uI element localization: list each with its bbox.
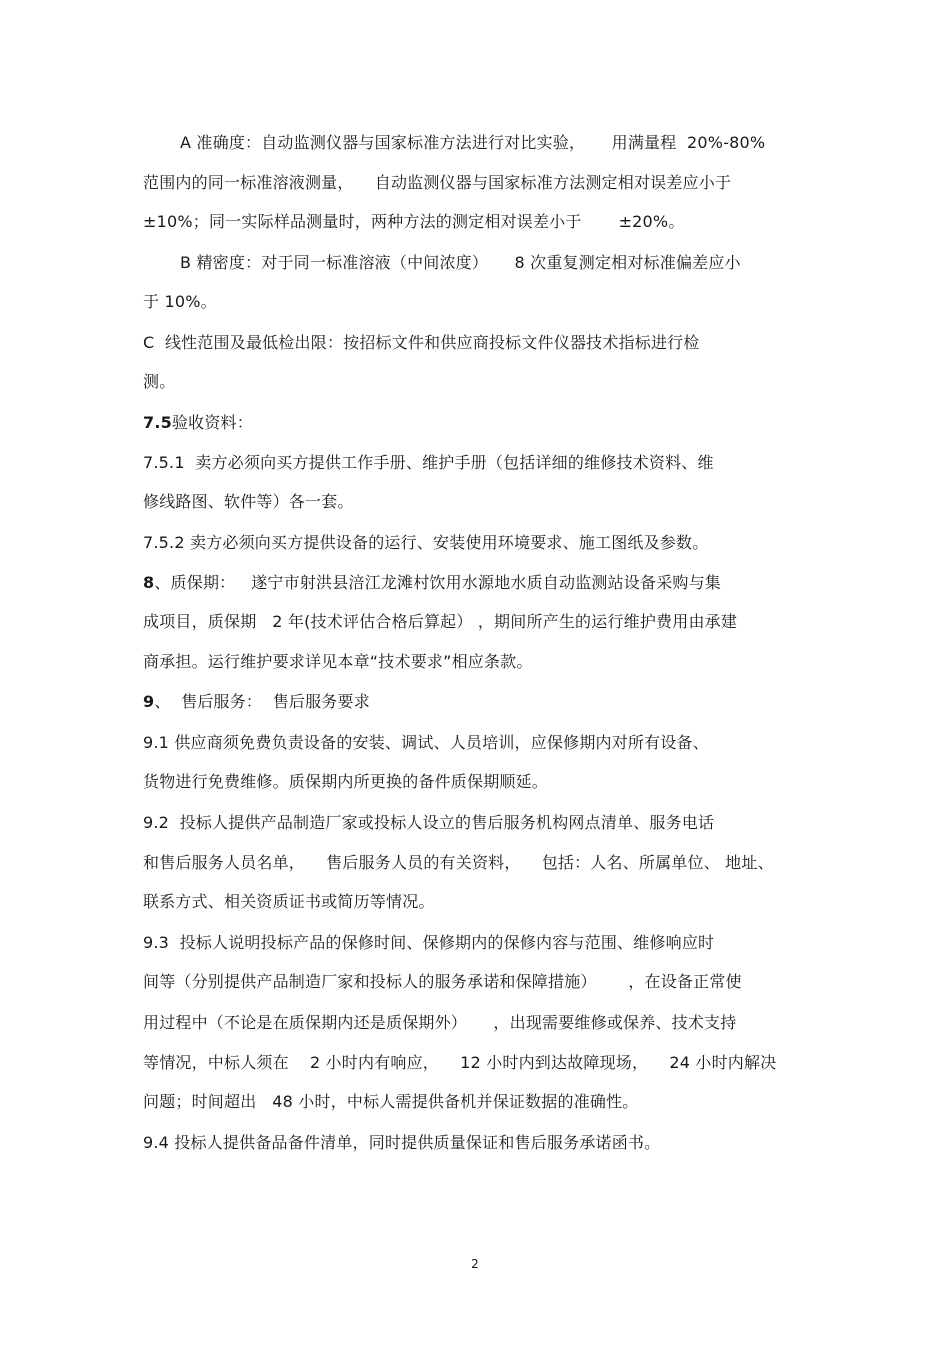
text-line-9-2-c: 联系方式、相关资质证书或简历等情况。 [143, 892, 435, 911]
text-line-linearity-2: 测。 [143, 372, 176, 391]
after-sales-label: 、 售后服务： 售后服务要求 [154, 692, 370, 711]
text-line-precision-2: 于 10%。 [143, 292, 217, 311]
text-line-9-2-b: 和售后服务人员名单， 售后服务人员的有关资料， 包括：人名、所属单位、 地址、 [143, 853, 774, 872]
heading-acceptance-materials [143, 413, 253, 433]
page-number: 2 [471, 1257, 479, 1271]
text-line-linearity-1: C 线性范围及最低检出限：按招标文件和供应商投标文件仪器技术指标进行检 [143, 333, 700, 352]
text-line-warranty-3: 商承担。运行维护要求详见本章“技术要求”相应条款。 [143, 652, 533, 671]
text-line-precision-1: B 精密度：对于同一标准溶液（中间浓度） 8 次重复测定相对标准偏差应小 [180, 253, 741, 272]
heading-warranty [143, 573, 721, 593]
text-line-9-3-e: 问题；时间超出 48 小时，中标人需提供备机并保证数据的准确性。 [143, 1092, 639, 1111]
text-line-accuracy-1: A 准确度：自动监测仪器与国家标准方法进行对比实验， 用满量程 20%-80% [180, 133, 766, 152]
section-number-7-5: 7.5 [143, 413, 172, 432]
text-line-7-5-1-a: 7.5.1 卖方必须向买方提供工作手册、维护手册（包括详细的维修技术资料、维 [143, 453, 714, 472]
text-line-9-3-a: 9.3 投标人说明投标产品的保修时间、保修期内的保修内容与范围、维修响应时 [143, 933, 715, 952]
heading-acceptance-label: 验收资料： [171, 413, 253, 432]
text-line-warranty-2: 成项目，质保期 2 年(技术评估合格后算起） ，期间所产生的运行维护费用由承建 [143, 612, 738, 631]
text-line-9-2-a: 9.2 投标人提供产品制造厂家或投标人设立的售后服务机构网点清单、服务电话 [143, 813, 715, 832]
warranty-line-1: 、质保期： 遂宁市射洪县涪江龙滩村饮用水源地水质自动监测站设备采购与集 [154, 573, 722, 592]
text-line-9-1-a: 9.1 供应商须免费负责设备的安装、调试、人员培训，应保修期内对所有设备、 [143, 733, 709, 752]
text-line-9-3-d: 等情况，中标人须在 2 小时内有响应， 12 小时内到达故障现场， 24 小时内解决 [143, 1053, 777, 1072]
text-line-9-3-b: 间等（分别提供产品制造厂家和投标人的服务承诺和保障措施） ，在设备正常使 [143, 972, 742, 991]
text-line-accuracy-2: 范围内的同一标准溶液测量， 自动监测仪器与国家标准方法测定相对误差应小于 [143, 173, 732, 192]
section-number-9: 9 [143, 692, 155, 711]
text-line-9-3-c: 用过程中（不论是在质保期内还是质保期外） ，出现需要维修或保养、技术支持 [143, 1013, 737, 1032]
text-line-7-5-2: 7.5.2 卖方必须向买方提供设备的运行、安装使用环境要求、施工图纸及参数。 [143, 533, 709, 552]
text-line-accuracy-3: ±10%；同一实际样品测量时，两种方法的测定相对误差小于 ±20%。 [143, 212, 685, 231]
text-line-9-4: 9.4 投标人提供备品备件清单，同时提供质量保证和售后服务承诺函书。 [143, 1133, 661, 1152]
section-number-8: 8 [143, 573, 155, 592]
text-line-7-5-1-b: 修线路图、软件等）各一套。 [143, 492, 354, 511]
text-line-9-1-b: 货物进行免费维修。质保期内所更换的备件质保期顺延。 [143, 772, 549, 791]
heading-after-sales [143, 692, 370, 712]
